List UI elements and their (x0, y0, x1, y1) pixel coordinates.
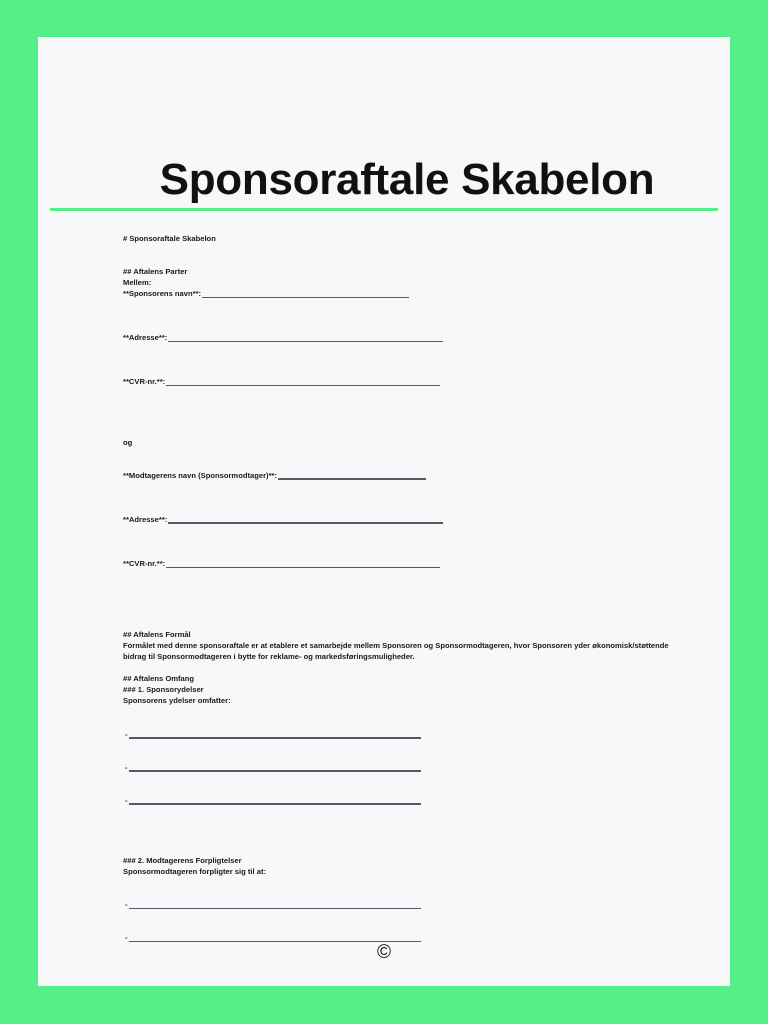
spacer (123, 481, 683, 514)
field-row-sponsor-name (123, 288, 683, 299)
forpligtelser-blank-1[interactable] (129, 908, 421, 909)
spacer (123, 448, 683, 470)
document-body (123, 233, 683, 943)
sponsorydelser-bullet-3 (123, 795, 683, 806)
sponsor-name-label: **Sponsorens navn**: (123, 289, 202, 299)
sponsorydelser-blank-3[interactable] (129, 803, 421, 804)
document-page (38, 37, 730, 986)
spacer (123, 910, 683, 932)
spacer (123, 707, 683, 729)
og-label: og (123, 437, 133, 447)
receiver-cvr-blank[interactable] (166, 567, 440, 568)
sponsorydelser-bullet-1 (123, 729, 683, 740)
bullet-dash: - (125, 899, 128, 909)
sponsor-address-blank[interactable] (168, 341, 443, 342)
subsection-heading-forpligtelser: ### 2. Modtagerens Forpligtelser (123, 855, 242, 865)
spacer (123, 244, 683, 266)
formaal-paragraph: Formålet med denne sponsoraftale er at etablere et samarbejde mellem Sponsoren og Sponsormodtageren, hvor Sponsoren yder økonomisk/støttende bidrag til Sponsormodtageren i bytte for reklame- og markedsføringsmuligheder. (123, 641, 669, 662)
spacer (123, 343, 683, 376)
field-row-sponsor-cvr (123, 376, 683, 387)
spacer (123, 844, 683, 855)
subsection-heading-sponsorydelser: ### 1. Sponsorydelser (123, 685, 204, 695)
spacer (123, 773, 683, 795)
sponsor-name-blank[interactable] (202, 297, 409, 298)
field-row-sponsor-address (123, 332, 683, 343)
forpligtelser-intro: Sponsormodtageren forpligter sig til at: (123, 866, 267, 876)
sponsor-cvr-blank[interactable] (166, 385, 440, 386)
section-heading-parter: ## Aftalens Parter (123, 267, 188, 277)
receiver-address-label: **Adresse**: (123, 514, 168, 524)
spacer (123, 525, 683, 558)
field-row-receiver-address (123, 514, 683, 525)
sponsorydelser-blank-1[interactable] (129, 737, 421, 738)
spacer (123, 740, 683, 762)
forpligtelser-bullet-1 (123, 899, 683, 910)
spacer (123, 806, 683, 844)
sponsorydelser-bullet-2 (123, 762, 683, 773)
section-heading-formaal: ## Aftalens Formål (123, 629, 191, 639)
title-divider (50, 208, 718, 211)
spacer (123, 877, 683, 899)
bullet-dash: - (125, 729, 128, 739)
spacer (123, 607, 683, 629)
spacer (123, 299, 683, 332)
sponsorydelser-intro: Sponsorens ydelser omfatter: (123, 696, 231, 706)
bullet-dash: - (125, 795, 128, 805)
mellem-label: Mellem: (123, 278, 152, 288)
spacer (123, 388, 683, 426)
bullet-dash: - (125, 933, 128, 943)
sponsor-address-label: **Adresse**: (123, 333, 168, 343)
spacer (123, 569, 683, 607)
page-title: Sponsoraftale Skabelon (159, 155, 655, 204)
section-heading-omfang: ## Aftalens Omfang (123, 674, 195, 684)
receiver-name-blank[interactable] (278, 478, 426, 479)
copyright-icon: © (377, 942, 391, 963)
sponsor-cvr-label: **CVR-nr.**: (123, 377, 166, 387)
field-row-receiver-name (123, 470, 683, 481)
sponsorydelser-blank-2[interactable] (129, 770, 421, 771)
bullet-dash: - (125, 762, 128, 772)
field-row-receiver-cvr (123, 558, 683, 569)
receiver-cvr-label: **CVR-nr.**: (123, 558, 166, 568)
forpligtelser-bullet-2 (123, 932, 683, 943)
receiver-name-label: **Modtagerens navn (Sponsormodtager)**: (123, 470, 278, 480)
receiver-address-blank[interactable] (168, 522, 443, 523)
spacer (123, 662, 683, 673)
spacer (123, 426, 683, 437)
markdown-h1: # Sponsoraftale Skabelon (123, 234, 216, 243)
